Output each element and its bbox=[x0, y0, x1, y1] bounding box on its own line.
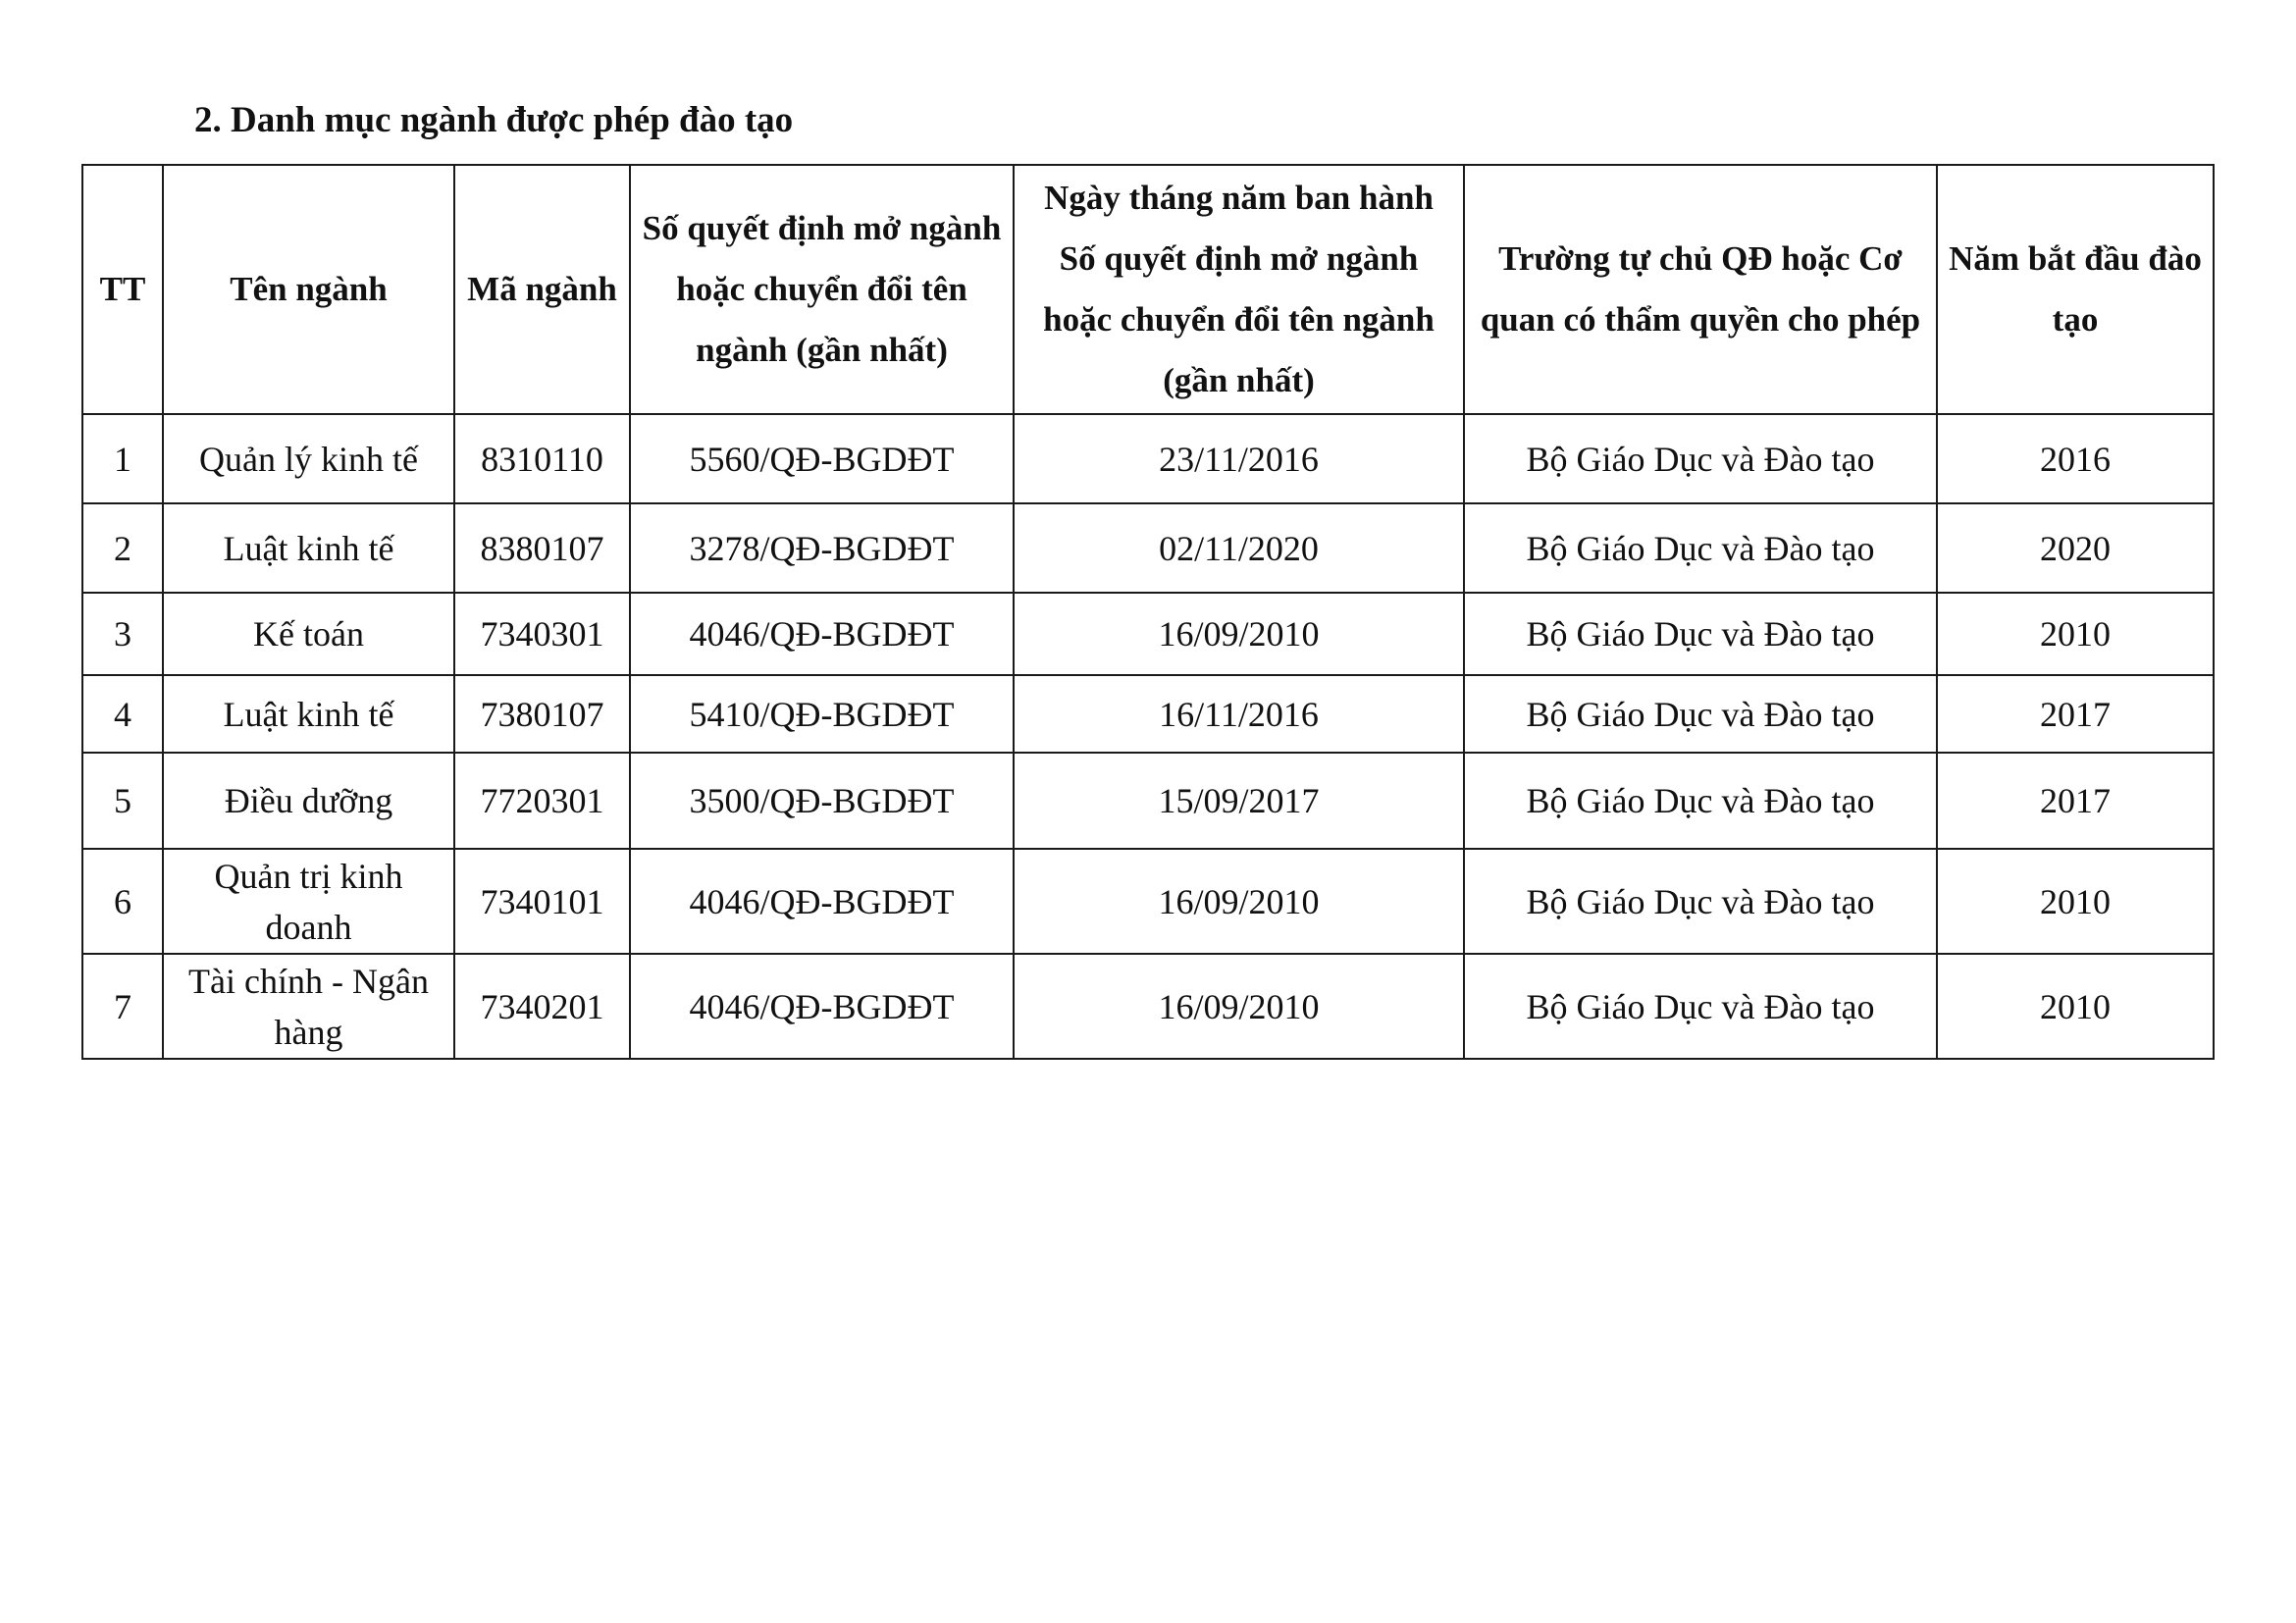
cell-tt: 2 bbox=[82, 503, 163, 593]
cell-co-quan: Bộ Giáo Dục và Đào tạo bbox=[1464, 954, 1937, 1059]
cell-ten-nganh: Luật kinh tế bbox=[163, 675, 454, 753]
table-row bbox=[82, 414, 2214, 503]
table-row bbox=[82, 675, 2214, 753]
cell-tt: 5 bbox=[82, 753, 163, 849]
header-co-quan: Trường tự chủ QĐ hoặc Cơ quan có thẩm quyền cho phép bbox=[1464, 165, 1937, 414]
cell-ma-nganh: 7340101 bbox=[454, 849, 630, 954]
table-row bbox=[82, 503, 2214, 593]
header-ten-nganh: Tên ngành bbox=[163, 165, 454, 414]
cell-nam-bat-dau: 2010 bbox=[1937, 593, 2214, 675]
cell-ngay-ban-hanh: 16/11/2016 bbox=[1014, 675, 1464, 753]
cell-co-quan: Bộ Giáo Dục và Đào tạo bbox=[1464, 593, 1937, 675]
cell-ten-nganh: Tài chính - Ngân hàng bbox=[163, 954, 454, 1059]
cell-so-quyet-dinh: 4046/QĐ-BGDĐT bbox=[630, 954, 1014, 1059]
header-ngay-ban-hanh: Ngày tháng năm ban hành Số quyết định mở ngành hoặc chuyển đổi tên ngành (gần nhất) bbox=[1014, 165, 1464, 414]
header-ma-nganh: Mã ngành bbox=[454, 165, 630, 414]
cell-co-quan: Bộ Giáo Dục và Đào tạo bbox=[1464, 675, 1937, 753]
table-row bbox=[82, 849, 2214, 954]
major-list-table bbox=[81, 164, 2215, 1060]
cell-ma-nganh: 8310110 bbox=[454, 414, 630, 503]
cell-tt: 6 bbox=[82, 849, 163, 954]
cell-ten-nganh: Điều dưỡng bbox=[163, 753, 454, 849]
cell-ma-nganh: 8380107 bbox=[454, 503, 630, 593]
header-nam-bat-dau: Năm bắt đầu đào tạo bbox=[1937, 165, 2214, 414]
cell-so-quyet-dinh: 5560/QĐ-BGDĐT bbox=[630, 414, 1014, 503]
cell-ten-nganh: Kế toán bbox=[163, 593, 454, 675]
cell-so-quyet-dinh: 3500/QĐ-BGDĐT bbox=[630, 753, 1014, 849]
table-header-row bbox=[82, 165, 2214, 414]
cell-ma-nganh: 7340201 bbox=[454, 954, 630, 1059]
cell-co-quan: Bộ Giáo Dục và Đào tạo bbox=[1464, 414, 1937, 503]
cell-ngay-ban-hanh: 23/11/2016 bbox=[1014, 414, 1464, 503]
cell-nam-bat-dau: 2017 bbox=[1937, 675, 2214, 753]
cell-co-quan: Bộ Giáo Dục và Đào tạo bbox=[1464, 753, 1937, 849]
cell-ngay-ban-hanh: 15/09/2017 bbox=[1014, 753, 1464, 849]
cell-ngay-ban-hanh: 16/09/2010 bbox=[1014, 954, 1464, 1059]
cell-tt: 3 bbox=[82, 593, 163, 675]
cell-tt: 1 bbox=[82, 414, 163, 503]
cell-nam-bat-dau: 2016 bbox=[1937, 414, 2214, 503]
table-row bbox=[82, 593, 2214, 675]
cell-so-quyet-dinh: 5410/QĐ-BGDĐT bbox=[630, 675, 1014, 753]
cell-so-quyet-dinh: 4046/QĐ-BGDĐT bbox=[630, 593, 1014, 675]
cell-ngay-ban-hanh: 16/09/2010 bbox=[1014, 849, 1464, 954]
cell-so-quyet-dinh: 3278/QĐ-BGDĐT bbox=[630, 503, 1014, 593]
cell-ma-nganh: 7380107 bbox=[454, 675, 630, 753]
cell-tt: 4 bbox=[82, 675, 163, 753]
header-tt: TT bbox=[82, 165, 163, 414]
cell-ten-nganh: Quản lý kinh tế bbox=[163, 414, 454, 503]
cell-ngay-ban-hanh: 16/09/2010 bbox=[1014, 593, 1464, 675]
table-row bbox=[82, 954, 2214, 1059]
cell-co-quan: Bộ Giáo Dục và Đào tạo bbox=[1464, 849, 1937, 954]
table-row bbox=[82, 753, 2214, 849]
cell-nam-bat-dau: 2010 bbox=[1937, 849, 2214, 954]
cell-nam-bat-dau: 2020 bbox=[1937, 503, 2214, 593]
cell-ten-nganh: Luật kinh tế bbox=[163, 503, 454, 593]
cell-ten-nganh: Quản trị kinh doanh bbox=[163, 849, 454, 954]
section-heading: 2. Danh mục ngành được phép đào tạo bbox=[194, 100, 794, 140]
cell-so-quyet-dinh: 4046/QĐ-BGDĐT bbox=[630, 849, 1014, 954]
cell-nam-bat-dau: 2017 bbox=[1937, 753, 2214, 849]
header-so-quyet-dinh: Số quyết định mở ngành hoặc chuyển đổi tên ngành (gần nhất) bbox=[630, 165, 1014, 414]
cell-co-quan: Bộ Giáo Dục và Đào tạo bbox=[1464, 503, 1937, 593]
cell-nam-bat-dau: 2010 bbox=[1937, 954, 2214, 1059]
cell-tt: 7 bbox=[82, 954, 163, 1059]
cell-ma-nganh: 7720301 bbox=[454, 753, 630, 849]
cell-ngay-ban-hanh: 02/11/2020 bbox=[1014, 503, 1464, 593]
cell-ma-nganh: 7340301 bbox=[454, 593, 630, 675]
